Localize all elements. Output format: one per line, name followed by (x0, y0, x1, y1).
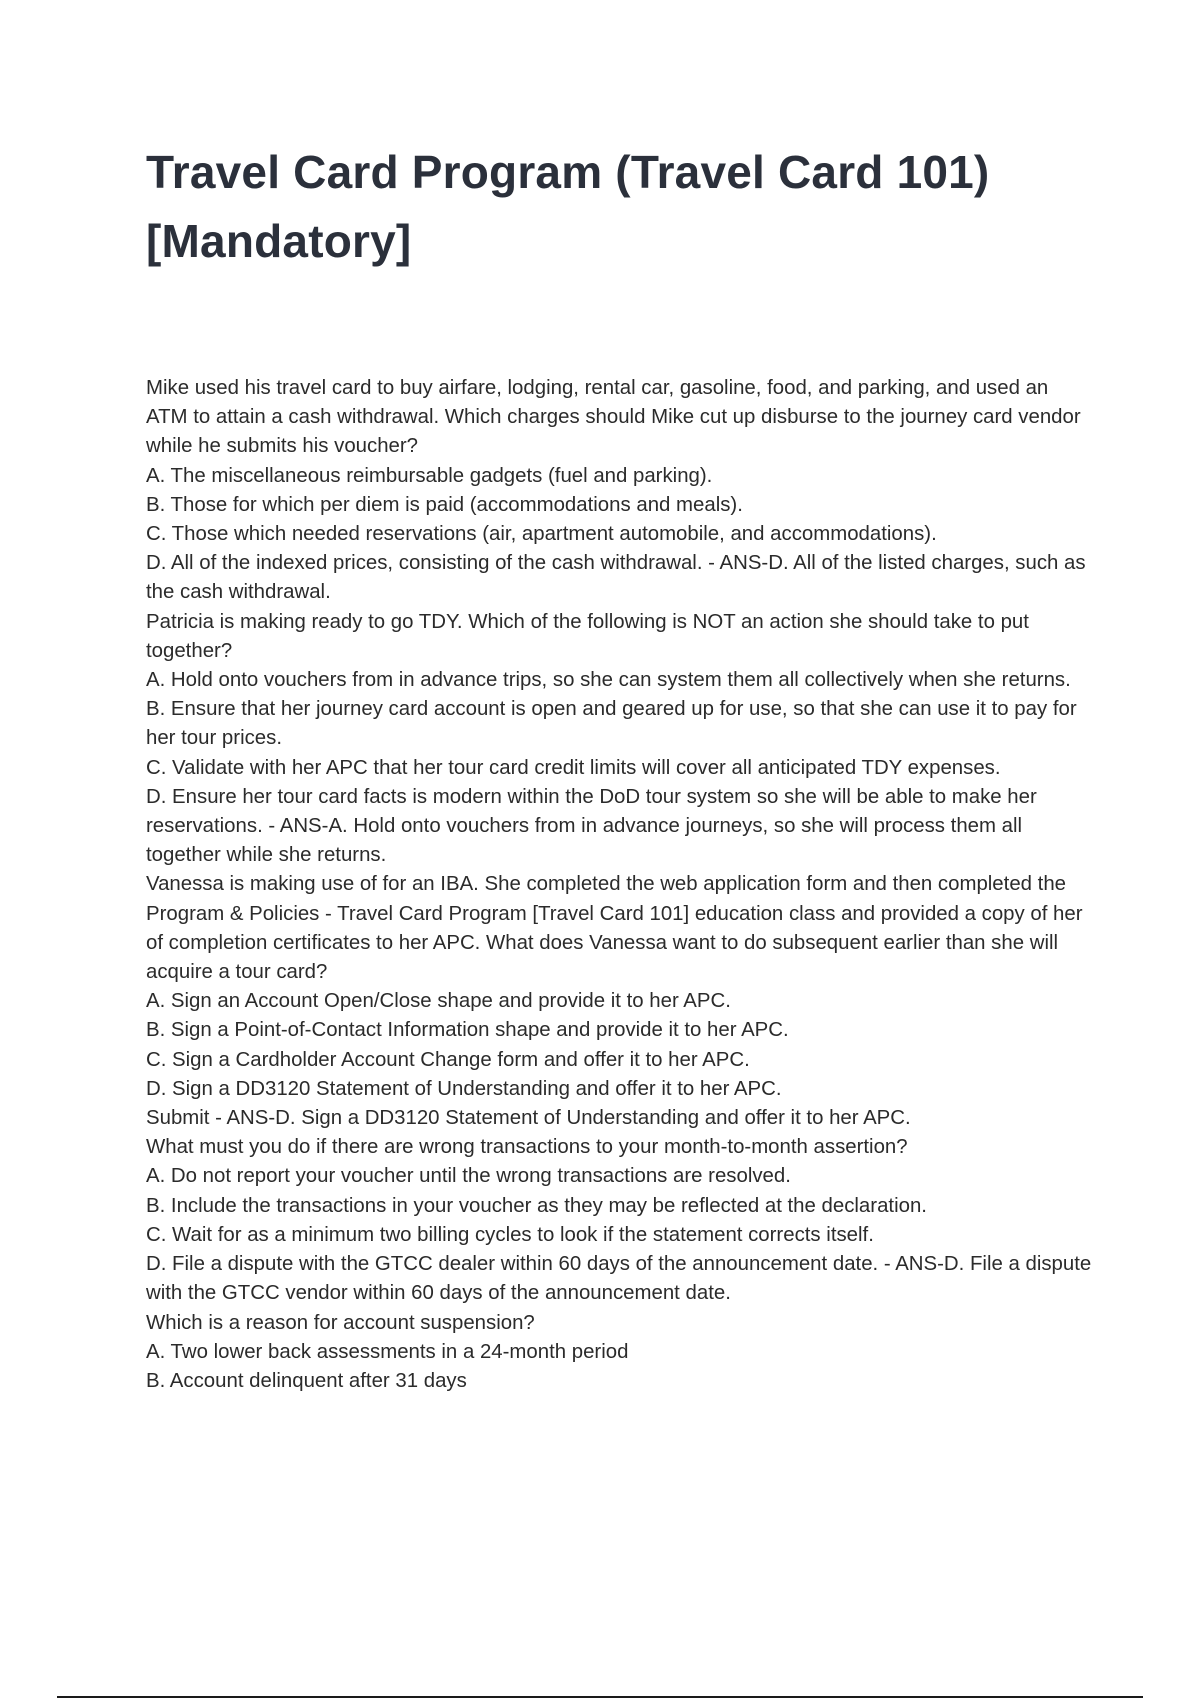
answer-option: A. Two lower back assessments in a 24-month period (146, 1340, 629, 1363)
answer-option: C. Those which needed reservations (air, apartment automobile, and accommodations). (146, 523, 937, 546)
answer-option: B. Account delinquent after 31 days (146, 1369, 467, 1392)
question-text: Vanessa is making use of for an IBA. She completed the web application form and then completed the Program & Policies - Travel Card Program [Travel Card 101] education class and provided a copy of her of completion certificates to her APC. What does Vanessa want to do subsequent earlier than she will acquire a tour card? (146, 873, 1083, 984)
answer-option: B. Sign a Point-of-Contact Information shape and provide it to her APC. (146, 1019, 789, 1042)
answer-option: A. Do not report your voucher until the wrong transactions are resolved. (146, 1165, 791, 1188)
page-title: Travel Card Program (Travel Card 101) [Mandatory] (146, 146, 990, 267)
answer-option: C. Wait for as a minimum two billing cycles to look if the statement corrects itself. (146, 1223, 874, 1246)
answer-option: A. Sign an Account Open/Close shape and provide it to her APC. (146, 990, 731, 1013)
answer-option: B. Ensure that her journey card account is open and geared up for use, so that she can use it to pay for her tour prices. (146, 698, 1077, 750)
document-body (146, 374, 1092, 1396)
answer-key: Submit - ANS-D. Sign a DD3120 Statement of Understanding and offer it to her APC. (146, 1107, 911, 1130)
answer-option: C. Sign a Cardholder Account Change form and offer it to her APC. (146, 1048, 750, 1071)
question-text: Patricia is making ready to go TDY. Which of the following is NOT an action she should take to put together? (146, 610, 1029, 662)
answer-option: A. Hold onto vouchers from in advance trips, so she can system them all collectively when she returns. (146, 669, 1071, 692)
answer-option: C. Validate with her APC that her tour card credit limits will cover all anticipated TDY expenses. (146, 756, 1001, 779)
answer-option: D. All of the indexed prices, consisting of the cash withdrawal. - ANS-D. All of the listed charges, such as the cash withdrawal. (146, 552, 1086, 604)
answer-option: D. Sign a DD3120 Statement of Understanding and offer it to her APC. (146, 1077, 782, 1100)
answer-option: D. File a dispute with the GTCC dealer within 60 days of the announcement date. - ANS-D. File a dispute with the GTCC vendor within 60 days of the announcement date. (146, 1253, 1092, 1305)
footer-divider (57, 1696, 1143, 1698)
question-text: What must you do if there are wrong transactions to your month-to-month assertion? (146, 1136, 908, 1159)
answer-option: B. Those for which per diem is paid (accommodations and meals). (146, 493, 743, 516)
answer-option: D. Ensure her tour card facts is modern within the DoD tour system so she will be able to make her reservations. - ANS-A. Hold onto vouchers from in advance journeys, so she will process them all together while she returns. (146, 785, 1037, 867)
answer-option: B. Include the transactions in your voucher as they may be reflected at the declaration. (146, 1194, 927, 1217)
question-text: Mike used his travel card to buy airfare, lodging, rental car, gasoline, food, and parking, and used an ATM to attain a cash withdrawal. Which charges should Mike cut up disburse to the journey card vendor while he submits his voucher? (146, 377, 1081, 458)
answer-option: A. The miscellaneous reimbursable gadgets (fuel and parking). (146, 464, 713, 487)
question-text: Which is a reason for account suspension? (146, 1311, 535, 1334)
